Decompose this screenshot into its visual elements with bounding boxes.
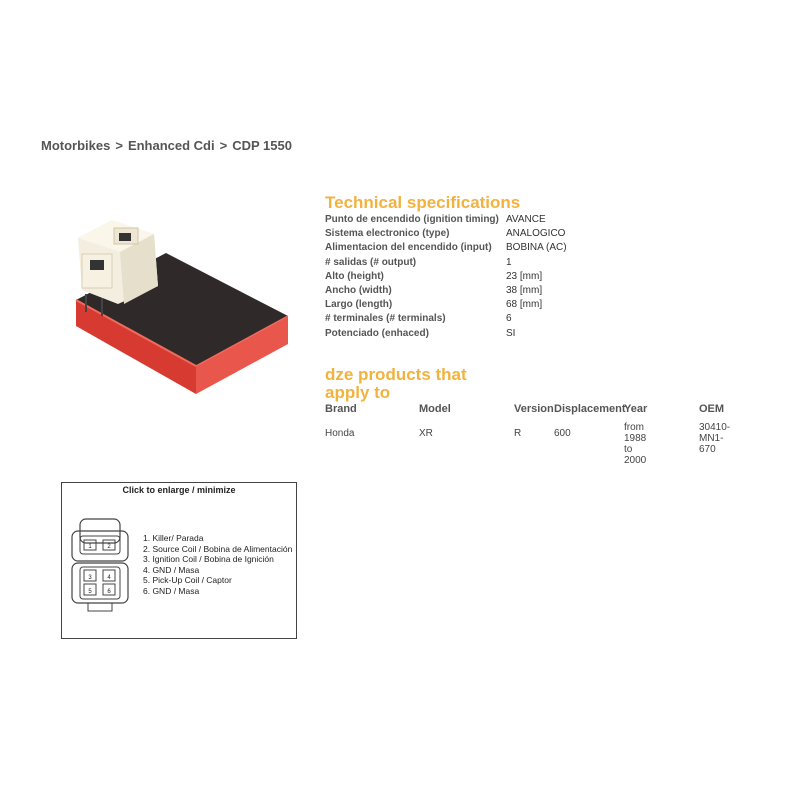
- breadcrumb-enhanced-cdi[interactable]: Enhanced Cdi: [127, 138, 215, 153]
- svg-text:4: 4: [107, 575, 111, 581]
- spec-row: [325, 241, 567, 255]
- pin-item: 4. GND / Masa: [143, 564, 200, 575]
- breadcrumb-motorbikes[interactable]: Motorbikes: [41, 138, 111, 153]
- spec-value: AVANCE: [506, 214, 546, 225]
- connector-pinout-icon: [70, 517, 130, 613]
- breadcrumb-separator: >: [115, 138, 123, 153]
- svg-text:5: 5: [88, 589, 92, 595]
- pin-item: 6. GND / Masa: [143, 585, 200, 596]
- spec-row: [325, 284, 567, 298]
- cell-oem-line1: 30410-MN1-: [699, 422, 731, 444]
- cell-brand: Honda: [325, 428, 355, 439]
- header-brand: Brand: [325, 403, 357, 415]
- spec-label: Potenciado (enhaced): [325, 327, 429, 339]
- header-version: Version: [514, 403, 554, 415]
- svg-text:1: 1: [88, 544, 92, 550]
- specs-table: [325, 213, 567, 341]
- cell-model: XR: [419, 428, 433, 439]
- technical-specifications-title: Technical specifications: [325, 193, 521, 212]
- spec-row: [325, 256, 567, 270]
- spec-label: Alto (height): [325, 270, 384, 282]
- breadcrumb-current: CDP 1550: [232, 138, 292, 153]
- spec-row: [325, 227, 567, 241]
- spec-row: [325, 298, 567, 312]
- enlarge-toggle[interactable]: Click to enlarge / minimize: [122, 485, 236, 495]
- breadcrumb-separator: >: [219, 138, 228, 153]
- spec-row: [325, 270, 567, 284]
- svg-text:2: 2: [107, 544, 111, 550]
- spec-value: BOBINA (AC): [506, 242, 567, 254]
- spec-label: # terminales (# terminals): [325, 313, 446, 325]
- pinout-diagram[interactable]: [61, 482, 297, 639]
- spec-value: 68 [mm]: [506, 299, 543, 311]
- spec-value: ANALOGICO: [506, 228, 566, 240]
- header-year: Year: [624, 403, 648, 415]
- cell-year-line1: from 1988 to: [624, 422, 647, 455]
- pin-item: 5. Pick-Up Coil / Captor: [143, 575, 232, 585]
- breadcrumb: [41, 138, 292, 153]
- spec-label: Punto de encendido (ignition timing): [325, 214, 499, 225]
- pin-list: [143, 533, 292, 596]
- cdi-unit-image[interactable]: [62, 208, 294, 398]
- cell-displacement: 600: [554, 428, 571, 439]
- spec-row: [325, 327, 567, 341]
- cell-oem: [699, 422, 730, 455]
- svg-text:3: 3: [88, 575, 92, 581]
- spec-label: Alimentacion del encendido (input): [325, 242, 492, 254]
- spec-value: 23 [mm]: [506, 270, 543, 282]
- spec-row: [325, 312, 567, 326]
- svg-text:6: 6: [107, 589, 111, 595]
- spec-value: 1: [506, 256, 512, 268]
- header-displacement: Displacement: [554, 403, 626, 415]
- cell-oem-line2: 670: [699, 444, 716, 455]
- spec-label: Largo (length): [325, 299, 393, 311]
- pin-item: 1. Killer/ Parada: [143, 533, 204, 543]
- applications-title: dze products that apply to: [325, 365, 467, 402]
- cell-year-line2: 2000: [624, 455, 647, 466]
- cell-year: [624, 422, 646, 466]
- spec-label: Ancho (width): [325, 285, 392, 297]
- spec-row: [325, 213, 567, 227]
- cell-version: R: [514, 428, 522, 439]
- header-model: Model: [419, 403, 451, 415]
- spec-value: SI: [506, 327, 516, 339]
- header-oem: OEM: [699, 403, 725, 415]
- spec-label: Sistema electronico (type): [325, 228, 450, 240]
- pin-item: 3. Ignition Coil / Bobina de Ignición: [143, 554, 274, 564]
- spec-label: # salidas (# output): [325, 256, 417, 268]
- spec-value: 38 [mm]: [506, 285, 543, 297]
- spec-value: 6: [506, 313, 512, 325]
- pin-item: 2. Source Coil / Bobina de Alimentación: [143, 543, 293, 554]
